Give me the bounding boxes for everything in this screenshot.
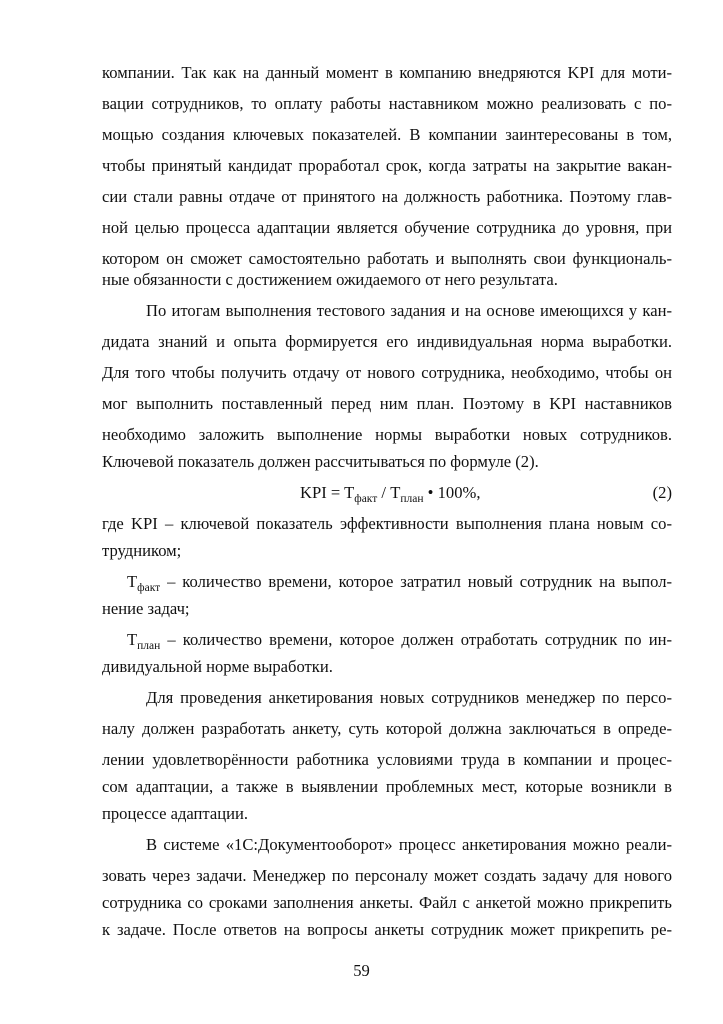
formula-number: (2) [652, 483, 672, 502]
text-line: котором он сможет самостоятельно работать и выполнять свои функциональ- [102, 249, 672, 268]
text-line: мог выполнить поставленный перед ним план. Поэтому в KPI наставников [102, 394, 672, 413]
text-line: Ключевой показатель должен рассчитываться по формуле (2). [102, 452, 539, 471]
text-line: ной целью процесса адаптации является обучение сотрудника до уровня, при [102, 218, 672, 237]
text-line: компании. Так как на данный момент в компанию внедряются KPI для моти- [102, 63, 672, 82]
formula-line [102, 483, 672, 503]
text-line: сом адаптации, а также в выявлении проблемных мест, которые возникли в [102, 777, 672, 796]
text-line: дидата знаний и опыта формируется его индивидуальная норма выработки. [102, 332, 672, 351]
text-line: чтобы принятый кандидат проработал срок, когда затраты на закрытие вакан- [102, 156, 672, 175]
text-line: трудником; [102, 541, 182, 560]
text-line: Для того чтобы получить отдачу от нового сотрудника, необходимо, чтобы он [102, 363, 672, 382]
text-line: нение задач; [102, 599, 190, 618]
text-line: к задаче. После ответов на вопросы анкеты сотрудник может прикрепить ре- [102, 920, 672, 939]
text-line: вации сотрудников, то оплату работы наставником можно реализовать с по- [102, 94, 672, 113]
text-line: ные обязанности с достижением ожидаемого от него результата. [102, 270, 558, 289]
text-line: сии стали равны отдаче от принятого на должность работника. Поэтому глав- [102, 187, 672, 206]
text-line: дивидуальной норме выработки. [102, 657, 333, 676]
paragraph-first-line: В системе «1С:Документооборот» процесс анкетирования можно реали- [146, 835, 672, 854]
definition-line: $T_{факт}$ – количество времени, которое затратил новый сотрудник на выпол- [127, 572, 672, 594]
text-line: где KPI – ключевой показатель эффективности выполнения плана новым со- [102, 514, 672, 533]
text-line: необходимо заложить выполнение нормы выработки новых сотрудников. [102, 425, 672, 444]
formula-expression: KPI = $T_{факт} / T_{план}$ • 100%, [300, 483, 481, 505]
paragraph-first-line: Для проведения анкетирования новых сотрудников менеджер по персо- [146, 688, 672, 707]
text-line: лении удовлетворённости работника условиями труда в компании и процес- [102, 750, 672, 769]
text-line: зовать через задачи. Менеджер по персоналу может создать задачу для нового [102, 866, 672, 885]
paragraph-first-line: По итогам выполнения тестового задания и на основе имеющихся у кан- [146, 301, 672, 320]
page-number: 59 [353, 961, 370, 980]
text-line: процессе адаптации. [102, 804, 249, 823]
text-line: налу должен разработать анкету, суть которой должна заключаться в опреде- [102, 719, 672, 738]
definition-line: $T_{план}$ – количество времени, которое должен отработать сотрудник по ин- [127, 630, 672, 652]
text-line: сотрудника со сроками заполнения анкеты. Файл с анкетой можно прикрепить [102, 893, 672, 912]
text-line: мощью создания ключевых показателей. В компании заинтересованы в том, [102, 125, 672, 144]
